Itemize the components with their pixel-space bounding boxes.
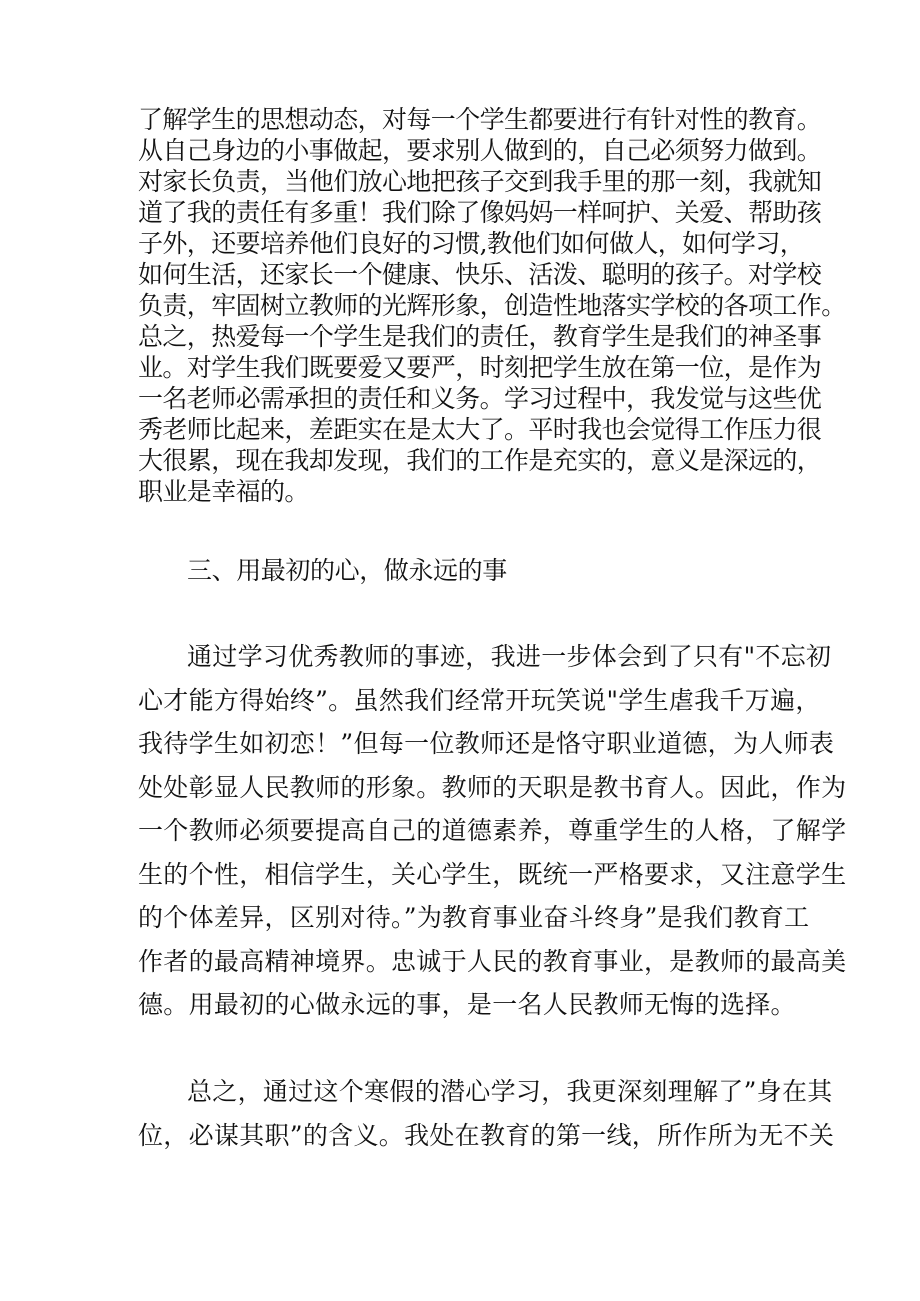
text-line: 总之，通过这个寒假的潜心学习，我更深刻理解了”身在其 — [187, 1077, 833, 1106]
text-line: 职业是幸福的。 — [138, 477, 309, 506]
text-line: 作者的最高精神境界。忠诚于人民的教育事业，是教师的最高美 — [138, 946, 847, 976]
text-line: 总之，热爱每一个学生是我们的责任，教育学生是我们的神圣事 — [138, 322, 822, 351]
paragraph-responsibility — [138, 104, 846, 507]
text-line: 位，必谋其职”的含义。我处在教育的第一线，所作所为无不关 — [138, 1120, 835, 1150]
text-line: 负责，牢固树立教师的光辉形象，创造性地落实学校的各项工作。 — [138, 291, 846, 320]
text-line: 从自己身边的小事做起，要求别人做到的，自己必须努力做到。 — [138, 136, 822, 165]
text-line: 了解学生的思想动态，对每一个学生都要进行有针对性的教育。 — [138, 105, 822, 134]
text-line: 生的个性，相信学生，关心学生，既统一严格要求，又注意学生 — [138, 859, 847, 889]
text-line: 秀老师比起来，差距实在是太大了。平时我也会觉得工作压力很 — [138, 415, 822, 444]
section-heading: 三、用最初的心，做永远的事 — [187, 556, 507, 585]
text-line: 对家长负责，当他们放心地把孩子交到我手里的那一刻，我就知 — [138, 167, 822, 196]
text-line: 大很累，现在我却发现，我们的工作是充实的，意义是深远的， — [138, 446, 822, 475]
text-line: 我待学生如初恋！”但每一位教师还是恪守职业道德，为人师表 — [138, 729, 835, 758]
text-line: 一个教师必须要提高自己的道德素养，尊重学生的人格，了解学 — [138, 816, 847, 845]
text-line: 一名老师必需承担的责任和义务。学习过程中，我发觉与这些优 — [138, 384, 822, 413]
text-line: 心才能方得始终”。虽然我们经常开玩笑说"学生虐我千万遍， — [138, 685, 821, 715]
text-line: 的个体差异，区别对待。”为教育事业奋斗终身”是我们教育工 — [138, 903, 810, 932]
text-line: 子外，还要培养他们良好的习惯,教他们如何做人，如何学习， — [138, 229, 805, 258]
paragraph-conclusion — [138, 1070, 835, 1157]
text-line: 处处彰显人民教师的形象。教师的天职是教书育人。因此，作为 — [138, 772, 847, 802]
text-line: 德。用最初的心做永远的事，是一名人民教师无悔的选择。 — [138, 990, 796, 1019]
text-line: 道了我的责任有多重！我们除了像妈妈一样呵护、关爱、帮助孩 — [138, 198, 822, 227]
text-line: 业。对学生我们既要爱又要严，时刻把学生放在第一位，是作为 — [138, 353, 822, 382]
text-line: 通过学习优秀教师的事迹，我进一步体会到了只有"不忘初 — [187, 642, 832, 671]
paragraph-original-heart — [138, 635, 847, 1027]
text-line: 如何生活，还家长一个健康、快乐、活泼、聪明的孩子。对学校 — [138, 260, 822, 289]
